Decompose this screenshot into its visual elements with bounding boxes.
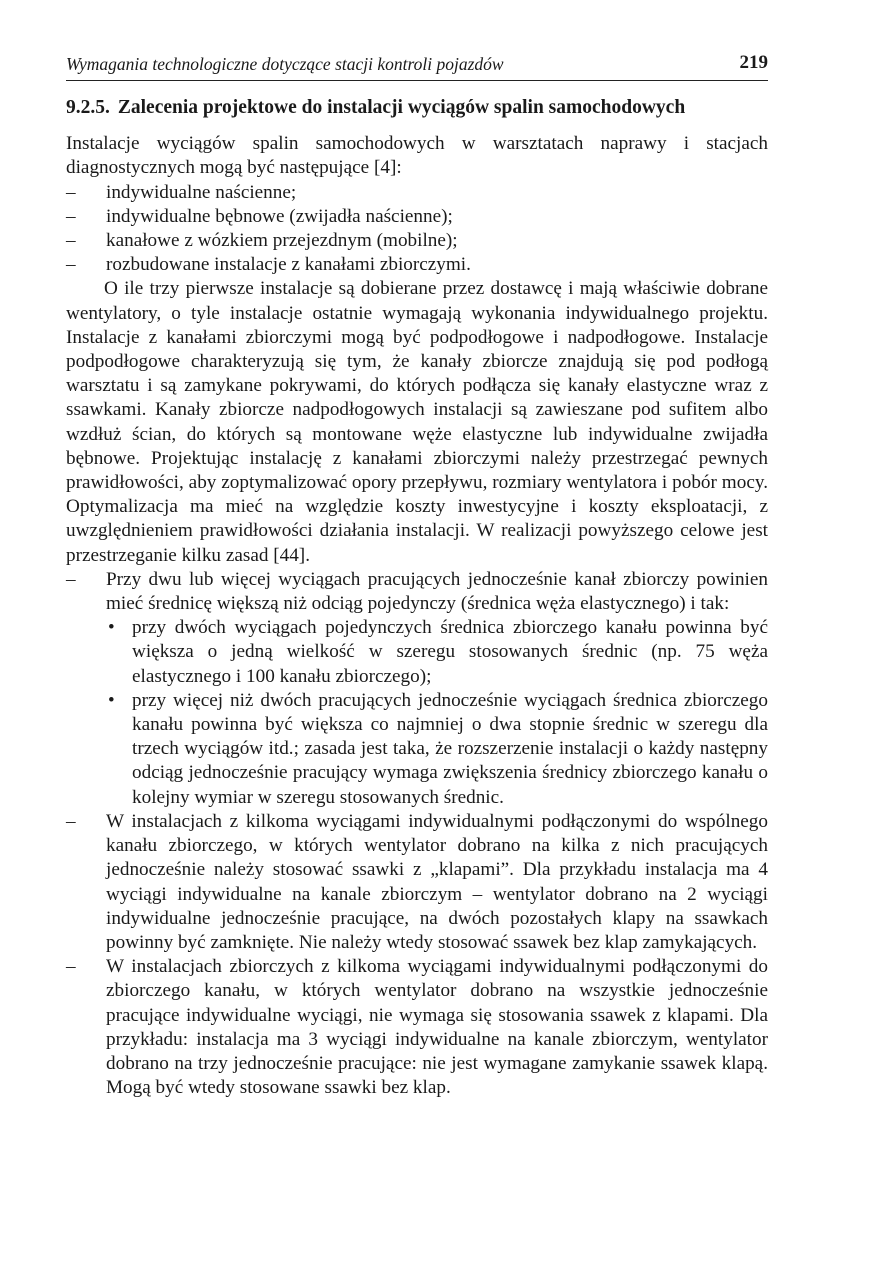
installation-types-list (66, 181, 768, 278)
diameter-bullets (106, 616, 768, 810)
rule-item: – W instalacjach z kilkoma wyciągami indywidualnymi podłączonymi do wspólnego kanału zbiorczego, w których wentylator dobrano na kilka z nich pracujących jednocześnie należy stosować ssawki z „klapami”. Dla przykładu instalacja ma 4 wyciągi indywidualne na kanale zbiorczym – wentylator dobrano na 2 wyciągi indywidualne jednocześnie pracujące, na dwóch pozostałych klapy na ssawkach powinny być zamknięte. Nie należy wtedy stosować ssawek bez klap zamykających. (66, 810, 768, 955)
design-rules-list (66, 568, 768, 1100)
rule-item: – W instalacjach zbiorczych z kilkoma wyciągami indywidualnymi podłączonymi do zbiorczego kanału, w których wentylator dobrano na wszystkie jednocześnie pracujące indywidualne wyciągi, nie wymaga się stosowania ssawek z klapami. Dla przykładu: instalacja ma 3 wyciągi indywidualne na kanale zbiorczym, wentylator dobrano na trzy jednocześnie pracujące: nie jest wymagane zamykanie ssawek klapą. Mogą być wtedy stosowane ssawki bez klap. (66, 955, 768, 1100)
list-item: – indywidualne naścienne; (66, 181, 768, 205)
intro-paragraph: Instalacje wyciągów spalin samochodowych w warsztatach naprawy i stacjach diagnostycznych mogą być następujące [4]: (66, 133, 768, 179)
running-title: Wymagania technologiczne dotyczące stacji kontroli pojazdów (66, 54, 504, 74)
page-content (66, 96, 768, 1100)
body-paragraph: O ile trzy pierwsze instalacje są dobierane przez dostawcę i mają właściwie dobrane wentylatory, o tyle instalacje ostatnie wymagają wykonania indywidualnego projektu. Instalacje z kanałami zbiorczymi mogą być podpodłogowe i nadpodłogowe. Instalacje podpodłogowe charakteryzują się tym, że kanały zbiorcze znajdują się pod podłogą warsztatu i są zamykane pokrywami, do których podłącza się kanały elastyczne wraz z ssawkami. Kanały zbiorcze nadpodłogowych instalacji są zawieszane pod sufitem albo wzdłuż ścian, do których są montowane węże elastyczne lub indywidualne zwijadła bębnowe. Projektując instalację z kanałami zbiorczymi należy przestrzegać pewnych prawidłowości, aby zoptymalizować opory przepływu, rozmiary wentylatora i pobór mocy. Optymalizacja ma mieć na względzie koszty inwestycyjne i koszty eksploatacji, z uwzględnieniem prawidłowości działania instalacji. W realizacji powyższego celowe jest przestrzeganie kilku zasad [44]. (66, 278, 768, 566)
section-number: 9.2.5. (66, 97, 110, 118)
bullet-item: • przy dwóch wyciągach pojedynczych średnica zbiorczego kanału powinna być większa o jedną wielkość w szeregu stosowanych średnic (np. 75 węża elastycznego i 100 kanału zbiorczego); (106, 616, 768, 689)
list-item: – indywidualne bębnowe (zwijadła naścienne); (66, 205, 768, 229)
section-title: Zalecenia projektowe do instalacji wyciągów spalin samochodowych (117, 97, 686, 118)
bullet-item: • przy więcej niż dwóch pracujących jednocześnie wyciągach średnica zbiorczego kanału powinna być większa co najmniej o dwa stopnie średnic w szeregu dla trzech wyciągów itd.; zasada jest taka, że rozszerzenie instalacji o każdy następny odciąg jednocześnie pracujący wymaga zwiększenia średnicy zbiorczego kanału o kolejny wymiar w szeregu stosowanych średnic. (106, 689, 768, 810)
list-item: – rozbudowane instalacje z kanałami zbiorczymi. (66, 253, 768, 277)
rule-item (66, 568, 768, 810)
page-header (66, 50, 768, 81)
rule-text: Przy dwu lub więcej wyciągach pracujących jednocześnie kanał zbiorczy powinien mieć średnicę większą niż odciąg pojedynczy (średnica węża elastycznego) i tak: (106, 568, 768, 615)
section-heading (66, 96, 768, 120)
list-item: – kanałowe z wózkiem przejezdnym (mobilne); (66, 229, 768, 253)
page-number: 219 (739, 52, 768, 73)
